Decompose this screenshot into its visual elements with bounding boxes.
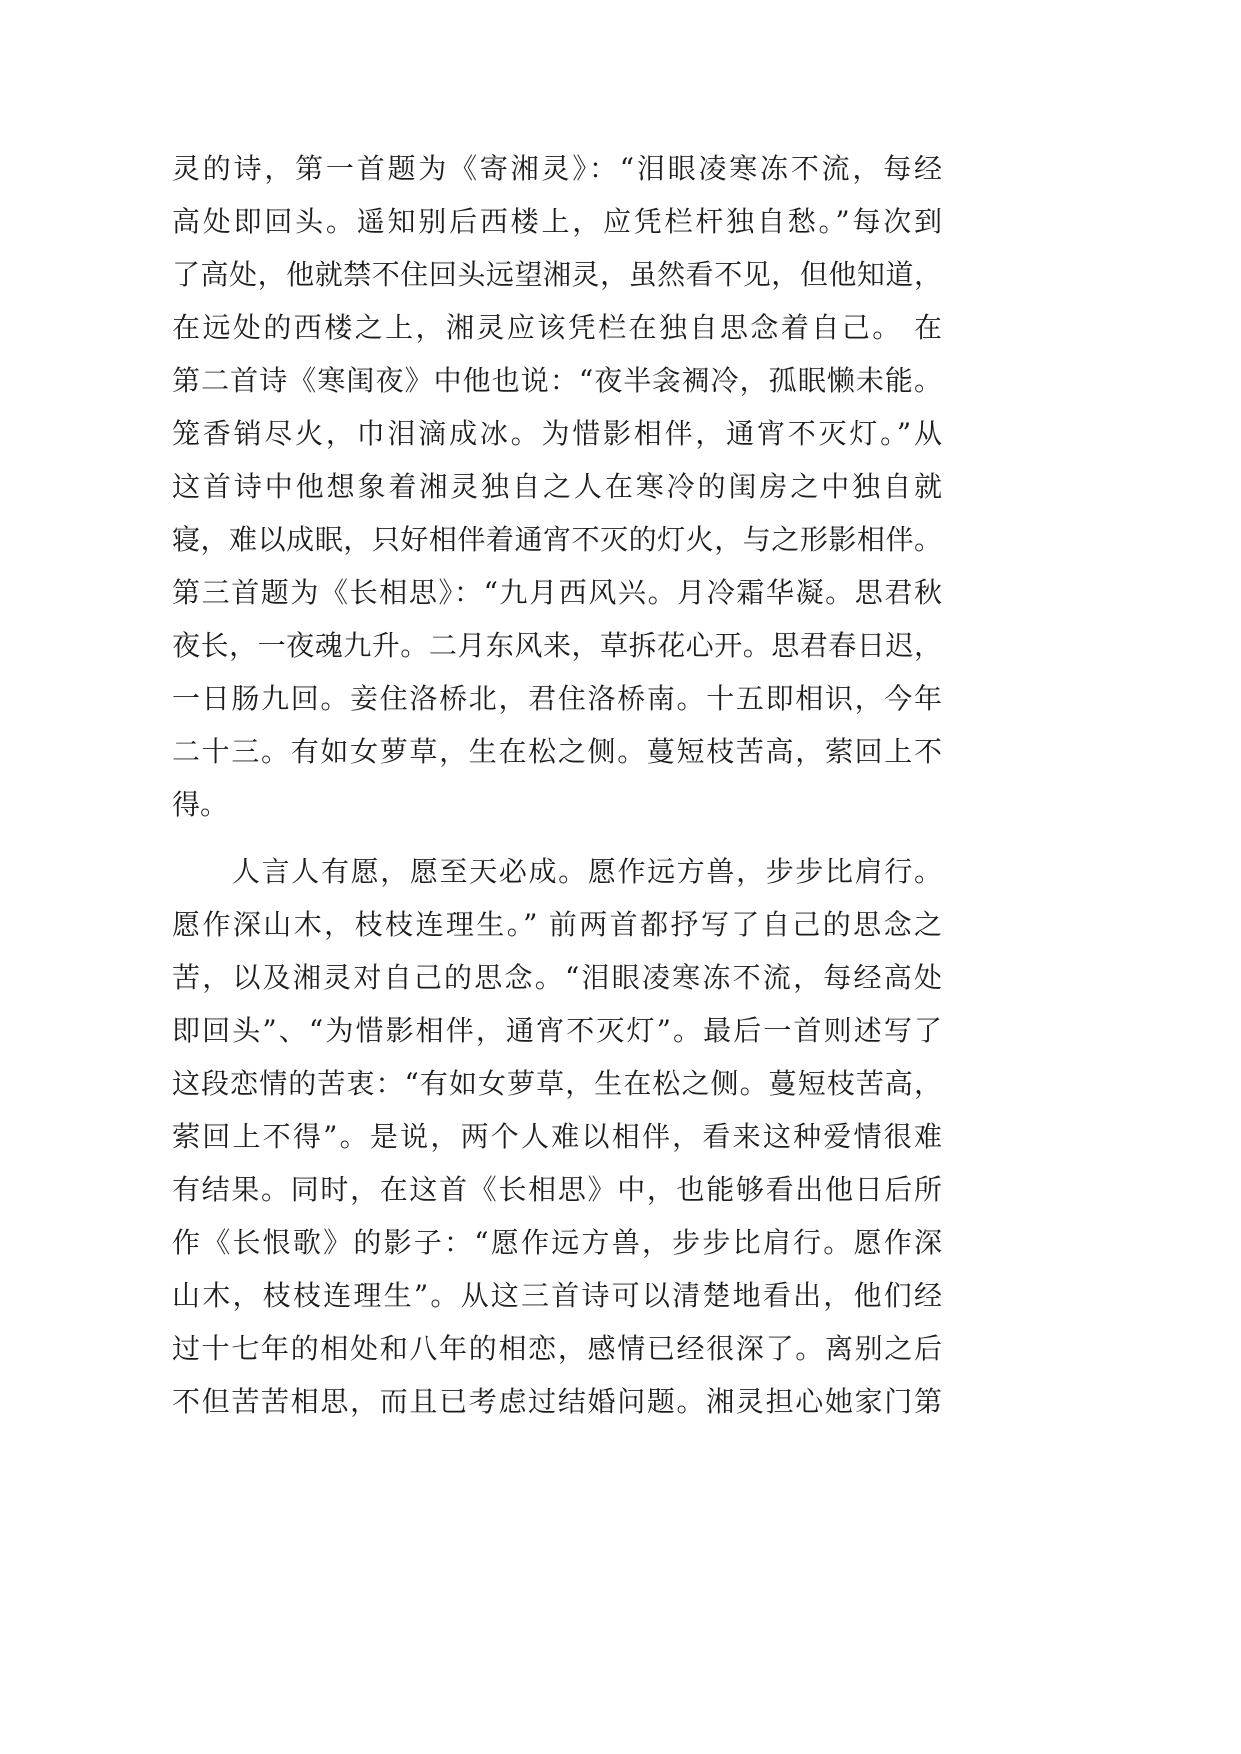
- text-line: 二十三。有如女萝草，生在松之侧。蔓短枝苦高，萦回上不: [172, 735, 942, 768]
- text-line: 寝，难以成眠，只好相伴着通宵不灭的灯火，与之形影相伴。: [172, 523, 942, 556]
- document-body: [172, 142, 942, 1428]
- text-line: 人言人有愿，愿至天必成。愿作远方兽，步步比肩行。: [232, 855, 942, 888]
- text-line: 过十七年的相处和八年的相恋，感情已经很深了。离别之后: [172, 1332, 942, 1365]
- text-line: 即回头”、“为惜影相伴，通宵不灭灯”。最后一首则述写了: [172, 1014, 942, 1047]
- text-line: 作《长恨歌》的影子：“愿作远方兽，步步比肩行。愿作深: [172, 1226, 942, 1259]
- text-line: 灵的诗，第一首题为《寄湘灵》：“泪眼凌寒冻不流，每经: [172, 152, 942, 185]
- text-line: 了高处，他就禁不住回头远望湘灵，虽然看不见，但他知道，: [172, 258, 942, 291]
- text-line: 愿作深山木，枝枝连理生。” 前两首都抒写了自己的思念之: [172, 908, 942, 941]
- text-line: 第二首诗《寒闺夜》中他也说：“夜半衾裯冷，孤眠懒未能。: [172, 364, 942, 397]
- paragraph: [172, 845, 942, 1428]
- text-line: 有结果。同时，在这首《长相思》中，也能够看出他日后所: [172, 1173, 942, 1206]
- text-line: 萦回上不得”。是说，两个人难以相伴，看来这种爱情很难: [172, 1120, 942, 1153]
- text-line: 这段恋情的苦衷：“有如女萝草，生在松之侧。蔓短枝苦高，: [172, 1067, 942, 1100]
- text-line: 高处即回头。遥知别后西楼上，应凭栏杆独自愁。”每次到: [172, 205, 942, 238]
- text-line: 一日肠九回。妾住洛桥北，君住洛桥南。十五即相识，今年: [172, 682, 942, 715]
- paragraph: [172, 142, 942, 831]
- text-line: 得。: [172, 788, 229, 821]
- text-line: 苦，以及湘灵对自己的思念。“泪眼凌寒冻不流，每经高处: [172, 961, 942, 994]
- text-line: 在远处的西楼之上，湘灵应该凭栏在独自思念着自己。 在: [172, 311, 942, 344]
- text-line: 山木，枝枝连理生”。从这三首诗可以清楚地看出，他们经: [172, 1279, 942, 1312]
- text-line: 笼香销尽火，巾泪滴成冰。为惜影相伴，通宵不灭灯。”从: [172, 417, 942, 450]
- text-line: 不但苦苦相思，而且已考虑过结婚问题。湘灵担心她家门第: [172, 1385, 942, 1418]
- text-line: 第三首题为《长相思》：“九月西风兴。月冷霜华凝。思君秋: [172, 576, 942, 609]
- text-line: 夜长，一夜魂九升。二月东风来，草拆花心开。思君春日迟，: [172, 629, 942, 662]
- text-line: 这首诗中他想象着湘灵独自之人在寒冷的闺房之中独自就: [172, 470, 942, 503]
